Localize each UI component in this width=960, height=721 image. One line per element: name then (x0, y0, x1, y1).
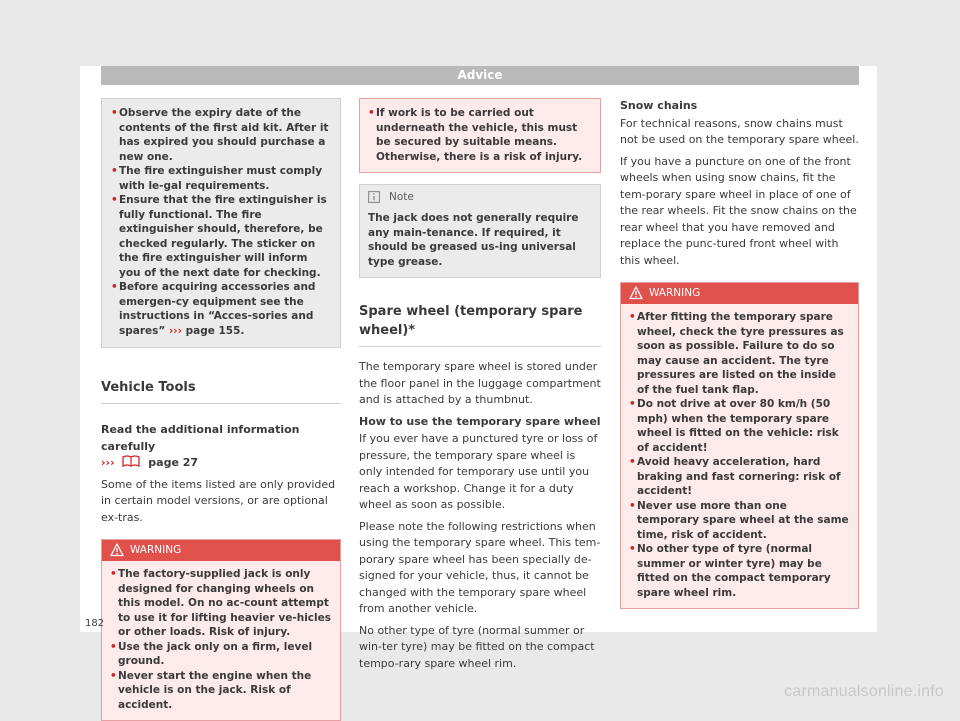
subheading-snow-chains: Snow chains (620, 99, 698, 112)
column-1 (101, 98, 341, 721)
paragraph: If you have a puncture on one of the front wheels when using snow chains, fit the tem-porary spare wheel in place of one of the rear wheels. Fit the snow chains on the rear wheel that you have removed and replace the punc-tured front wheel with this wheel. (620, 154, 857, 267)
list-item: • If work is to be carried out underneath the vehicle, this must be secured by suitable means. Otherwise, there is a risk of injury. (368, 107, 583, 163)
list-item: • Do not drive at over 80 km/h (50 mph) when the temporary spare wheel is fitted on the vehicle: risk of accident! (629, 398, 839, 454)
bullet-icon: • (111, 194, 118, 206)
paragraph: The temporary spare wheel is stored under the floor panel in the luggage compartment and is attached by a thumbnut. (359, 360, 601, 406)
section-heading-spare-wheel: Spare wheel (temporary spare wheel)* (359, 302, 601, 347)
warning-box (620, 282, 859, 609)
advice-box (101, 98, 341, 348)
book-icon (121, 455, 141, 467)
list-item: • The fire extinguisher must comply with le-gal requirements. (111, 165, 323, 192)
bullet-icon: • (629, 398, 636, 410)
warning-box (101, 539, 341, 721)
bullet-icon: • (629, 311, 636, 323)
paragraph: Please note the following restrictions when using the temporary spare wheel. This tem-porary spare wheel has been specially de-signed for your vehicle, thus, it cannot be changed with the temporary spare wheel from another vehicle. (359, 519, 601, 615)
note-body: The jack does not generally require any main-tenance. If required, it should be greased us-ing universal type grease. (368, 212, 579, 268)
list-item: • Before acquiring accessories and emergen-cy equipment see the instructions in “Acces-sories and spares” ››› page 155. (111, 281, 316, 337)
arrow-icon: ››› (101, 456, 115, 469)
list-item: • Observe the expiry date of the contents of the first aid kit. After it has expired you should purchase a new one. (111, 107, 329, 163)
arrow-icon: ››› (168, 324, 182, 337)
warning-header: WARNING (621, 283, 858, 304)
subheading-how-to-use: How to use the temporary spare wheel (359, 414, 601, 428)
page-header: Advice (101, 66, 859, 85)
info-icon (368, 191, 380, 203)
column-3 (620, 98, 859, 609)
paragraph: If you ever have a punctured tyre or loss of pressure, the temporary spare wheel is only intended for temporary use until you reach a workshop. Change it for a duty wheel as soon as possible. (359, 432, 598, 511)
page-number: 182 (85, 618, 105, 629)
bullet-icon: • (629, 499, 636, 512)
warning-body (621, 304, 858, 608)
note-box (359, 184, 601, 278)
list-item: • Never use more than one temporary spare wheel at the same time, risk of accident. (629, 499, 849, 541)
list-item: • Use the jack only on a firm, level ground. (110, 640, 313, 667)
column-2 (359, 98, 601, 677)
warning-icon (629, 286, 643, 300)
list-item: • Ensure that the fire extinguisher is fully functional. The fire extinguisher should, therefore, be checked regularly. The sticker on the fire extinguisher will inform you of the next date for checking. (111, 194, 327, 279)
warning-icon (110, 543, 124, 557)
list-item: • Never start the engine when the vehicle is on the jack. Risk of accident. (110, 669, 312, 711)
section-heading-vehicle-tools: Vehicle Tools (101, 378, 341, 404)
bullet-icon: • (111, 165, 118, 177)
read-info-line: Read the additional information carefully ››› page 27 (101, 423, 300, 469)
bullet-icon: • (629, 456, 636, 468)
page-155-link[interactable]: page 155 (185, 324, 241, 337)
bullet-icon: • (110, 640, 117, 653)
bullet-icon: • (111, 107, 118, 119)
warning-header: WARNING (102, 540, 340, 561)
list-item: • After fitting the temporary spare wheel, check the tyre pressures as soon as possible. Failure to do so may cause an accident. The tyre pressures are listed on the inside of the fuel tank flap. (629, 311, 844, 396)
bullet-icon: • (629, 543, 636, 555)
list-item: • The factory-supplied jack is only designed for changing wheels on this model. On no ac-count attempt to use it for lifting heavier ve-hicles or other loads. Risk of injury. (110, 568, 331, 638)
paragraph: Some of the items listed are only provided in certain model versions, or are optional ex-tras. (101, 477, 336, 524)
list-item: • Avoid heavy acceleration, hard braking and fast cornering: risk of accident! (629, 456, 841, 497)
page-27-link[interactable]: page 27 (148, 456, 199, 469)
bullet-icon: • (111, 281, 118, 293)
warning-body (102, 561, 340, 720)
bullet-icon: • (368, 107, 375, 119)
bullet-icon: • (110, 568, 117, 580)
list-item: • No other type of tyre (normal summer or winter tyre) may be fitted on the compact temporary spare wheel rim. (629, 543, 831, 599)
note-header: Note (360, 185, 600, 209)
watermark: carmanualsonline.info (784, 683, 944, 700)
paragraph: No other type of tyre (normal summer or win-ter tyre) may be fitted on the compact tempo-rary spare wheel rim. (359, 623, 595, 670)
paragraph: For technical reasons, snow chains must not be used on the temporary spare wheel. (620, 116, 859, 146)
bullet-icon: • (110, 669, 117, 682)
warning-continuation-box (359, 98, 601, 173)
